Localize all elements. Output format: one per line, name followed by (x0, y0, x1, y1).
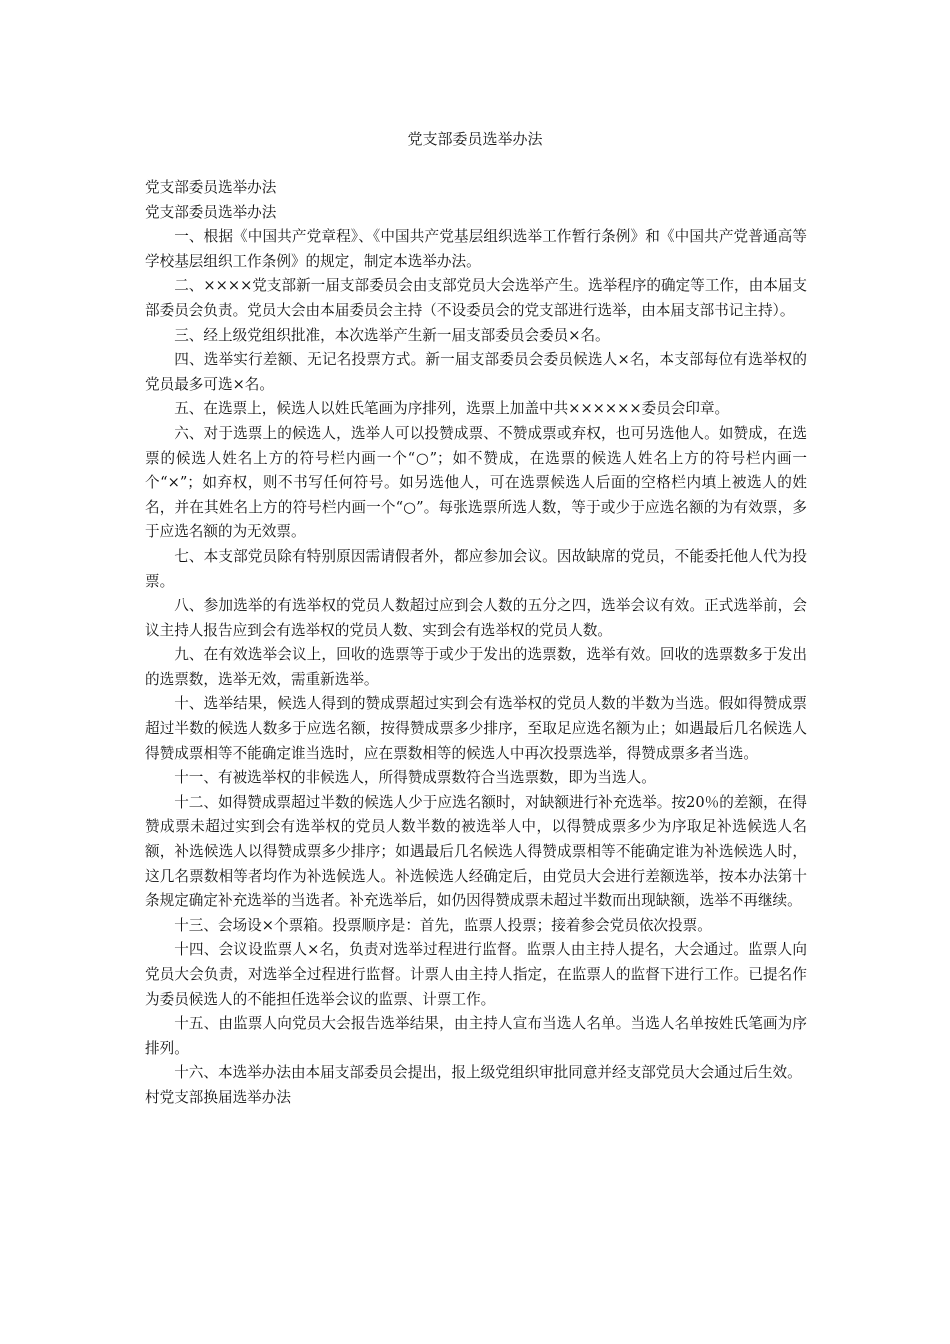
article-15: 十五、由监票人向党员大会报告选举结果，由主持人宣布当选人名单。当选人名单按姓氏笔画为序排列。 (145, 1015, 807, 1057)
article-16: 十六、本选举办法由本届支部委员会提出，报上级党组织审批同意并经支部党员大会通过后生效。 (174, 1064, 802, 1082)
article-1: 一、根据《中国共产党章程》、《中国共产党基层组织选举工作暂行条例》和《中国共产党普通高等学校基层组织工作条例》的规定，制定本选举办法。 (145, 228, 807, 270)
section-heading: 党支部委员选举办法 (145, 179, 277, 196)
article-2: 二、××××党支部新一届支部委员会由支部党员大会选举产生。选举程序的确定等工作，由本届支部委员会负责。党员大会由本届委员会主持（不设委员会的党支部进行选举，由本届支部书记主持）。 (145, 277, 807, 319)
article-7: 七、本支部党员除有特别原因需请假者外，都应参加会议。因故缺席的党员，不能委托他人代为投票。 (145, 547, 807, 590)
article-10: 十、选举结果，候选人得到的赞成票超过实到会有选举权的党员人数的半数为当选。假如得赞成票超过半数的候选人数多于应选名额，按得赞成票多少排序，至取足应选名额为止；如遇最后几名候选人得赞成票相等不能确定谁当选时，应在票数相等的候选人中再次投票选举，得赞成票多者当选。 (145, 695, 807, 762)
section-subheading: 党支部委员选举办法 (145, 203, 277, 221)
document-title: 党支部委员选举办法 (407, 130, 543, 148)
article-3: 三、经上级党组织批准，本次选举产生新一届支部委员会委员×名。 (174, 326, 610, 344)
article-6: 六、对于选票上的候选人，选举人可以投赞成票、不赞成票或弃权，也可另选他人。如赞成，在选票的候选人姓名上方的符号栏内画一个“○”；如不赞成，在选票的候选人姓名上方的符号栏内画一个“×”；如弃权，则不书写任何符号。如另选他人，可在选票候选人后面的空格栏内填上被选人的姓名，并在其姓名上方的符号栏内画一个“○”。每张选票所选人数，等于或少于应选名额的为有效票，多于应选名额的为无效票。 (145, 424, 807, 541)
article-13: 十三、会场设×个票箱。投票顺序是：首先，监票人投票；接着参会党员依次投票。 (174, 916, 712, 934)
next-section-heading: 村党支部换届选举办法 (145, 1088, 291, 1106)
article-14: 十四、会议设监票人×名，负责对选举过程进行监督。监票人由主持人提名，大会通过。监票人向党员大会负责，对选举全过程进行监督。计票人由主持人指定，在监票人的监督下进行工作。已提名作为委员候选人的不能担任选举会议的监票、计票工作。 (145, 941, 807, 1008)
article-9: 九、在有效选举会议上，回收的选票等于或少于发出的选票数，选举有效。回收的选票数多于发出的选票数，选举无效，需重新选举。 (145, 646, 807, 688)
article-5: 五、在选票上，候选人以姓氏笔画为序排列，选票上加盖中共××××××委员会印章。 (174, 400, 730, 418)
article-12: 十二、如得赞成票超过半数的候选人少于应选名额时，对缺额进行补充选举。按20％的差额，在得赞成票未超过实到会有选举权的党员人数半数的被选举人中，以得赞成票多少为序取足补选候选人名额，补选候选人以得赞成票多少排序；如遇最后几名候选人得赞成票相等不能确定谁为补选候选人时，这几名票数相等者均作为补选候选人。补选候选人经确定后，由党员大会进行差额选举，按本办法第十条规定确定补充选举的当选者。补充选举后，如仍因得赞成票未超过半数而出现缺额，选举不再继续。 (145, 793, 807, 910)
article-11: 十一、有被选举权的非候选人，所得赞成票数符合当选票数，即为当选人。 (174, 769, 656, 787)
article-8: 八、参加选举的有选举权的党员人数超过应到会人数的五分之四，选举会议有效。正式选举前，会议主持人报告应到会有选举权的党员人数、实到会有选举权的党员人数。 (145, 597, 807, 639)
document-body (145, 176, 807, 1111)
article-4: 四、选举实行差额、无记名投票方式。新一届支部委员会委员候选人×名，本支部每位有选举权的党员最多可选×名。 (145, 351, 807, 393)
